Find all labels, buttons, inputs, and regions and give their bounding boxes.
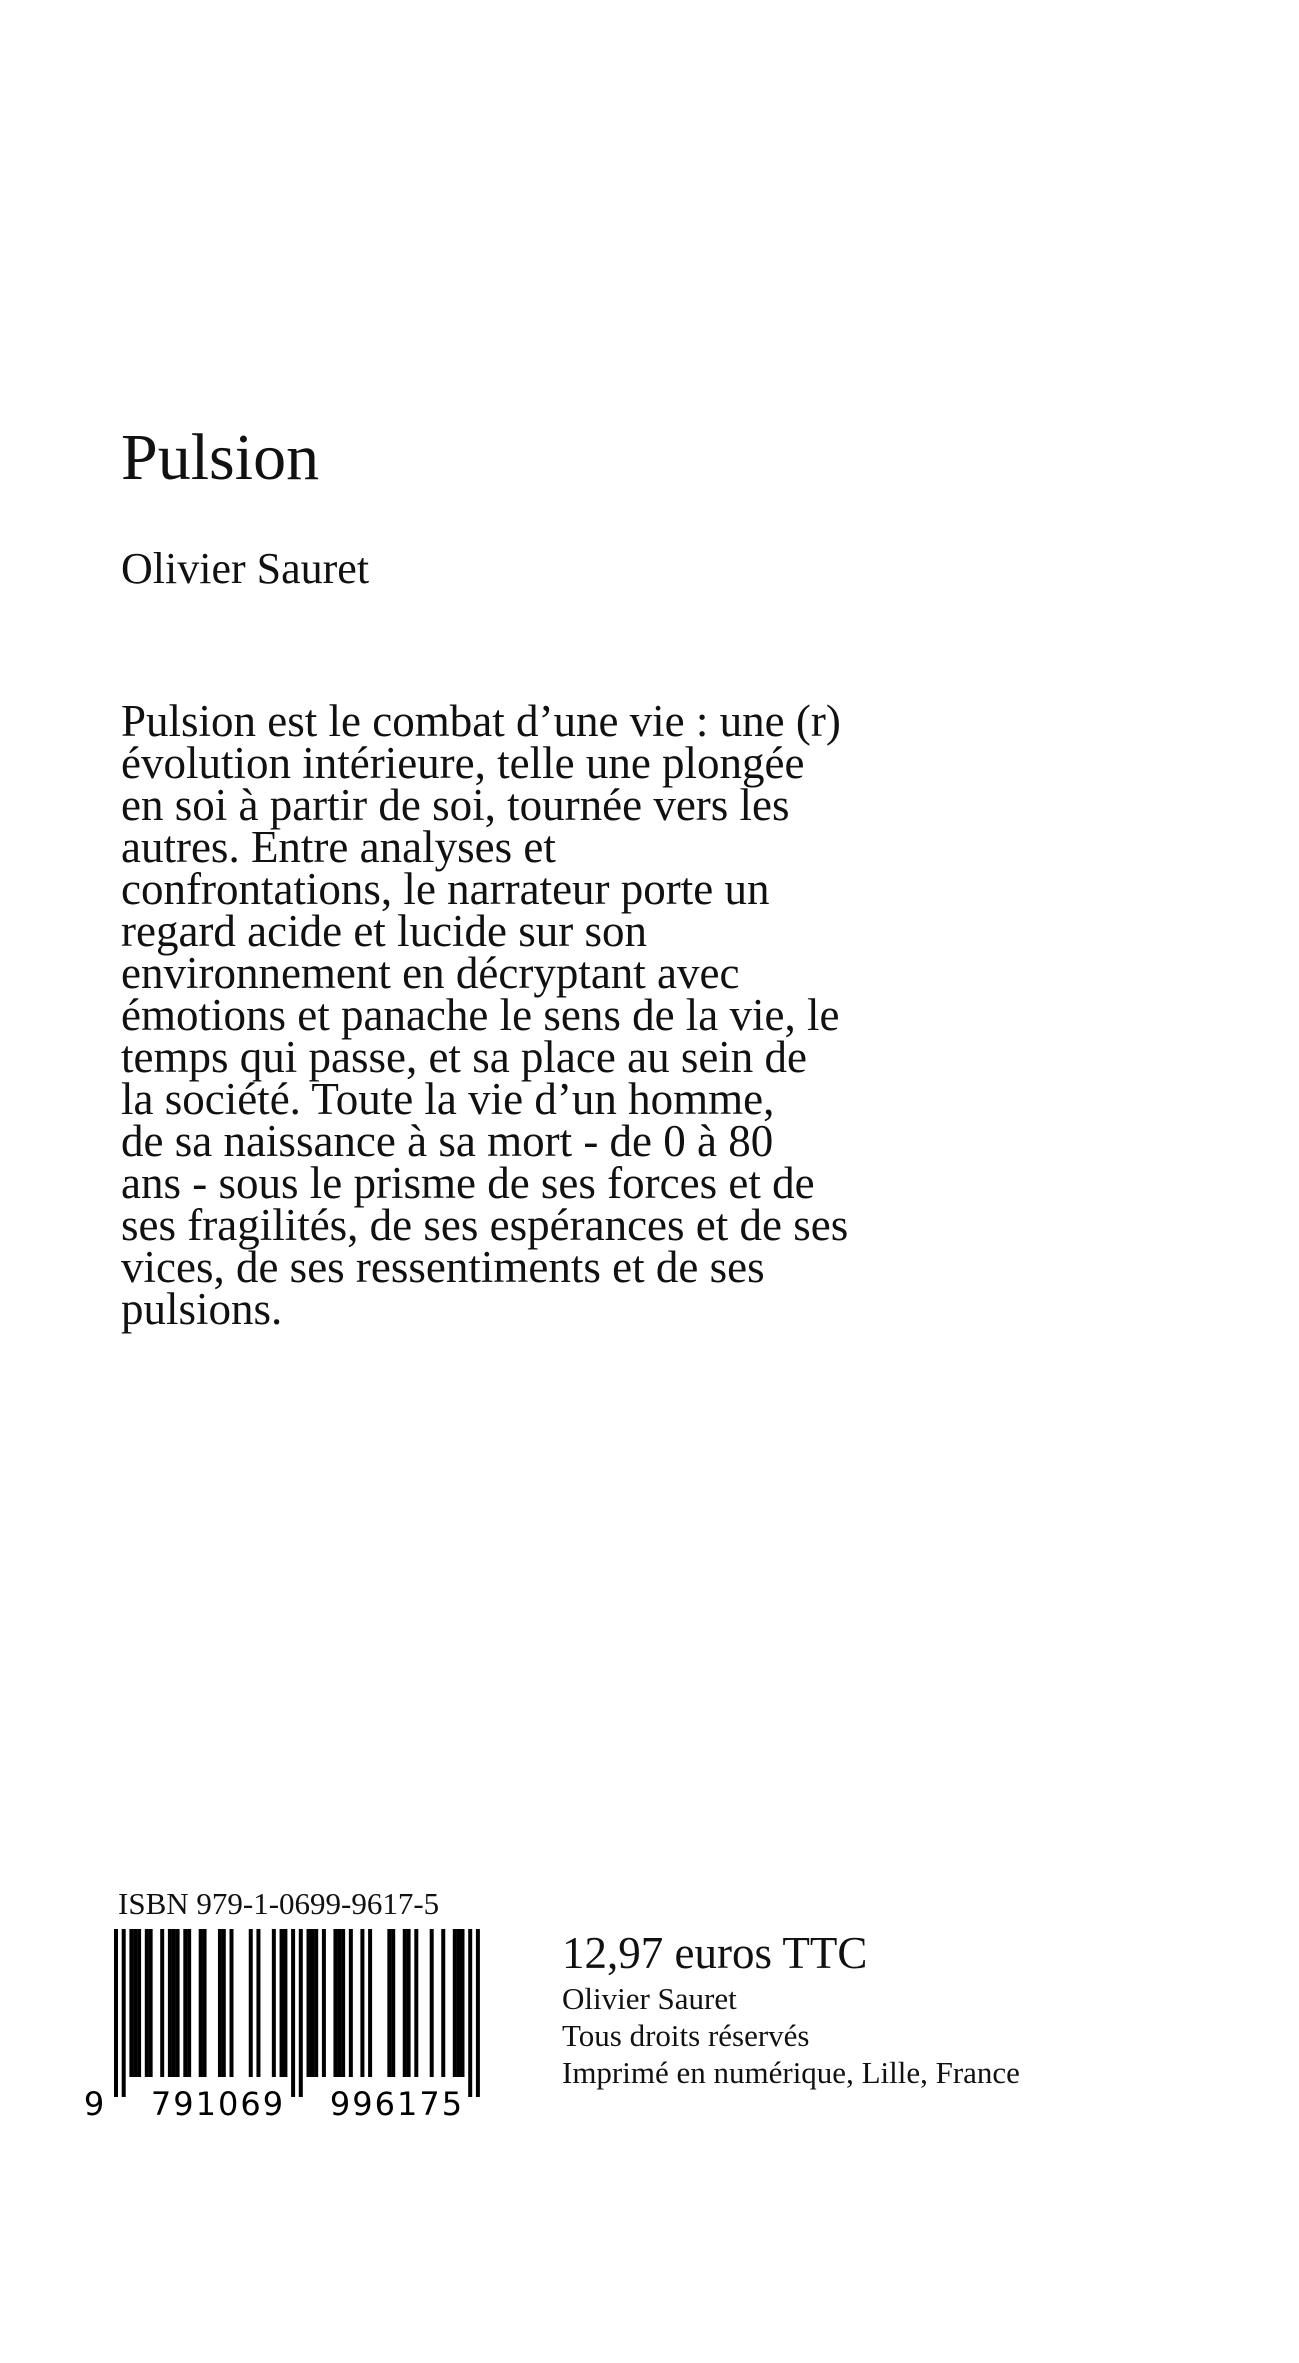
isbn-label: ISBN 979-1-0699-9617-5 <box>118 1886 440 1921</box>
barcode-bar <box>461 1929 465 2077</box>
blurb-line: temps qui passe, et sa place au sein de <box>121 1032 808 1082</box>
barcode-left-digits: 791069 <box>150 2085 286 2123</box>
barcode-guard-bar <box>299 1929 303 2097</box>
barcode-bar <box>187 1929 191 2077</box>
barcode-bar <box>256 1929 260 2077</box>
barcode-bar <box>391 1929 395 2077</box>
barcode-right-digits: 996175 <box>329 2085 465 2123</box>
barcode-bar <box>129 1929 133 2077</box>
blurb-line: pulsions. <box>121 1284 283 1334</box>
barcode-bar <box>360 1929 364 2077</box>
barcode-bar <box>172 1929 176 2077</box>
barcode-bar <box>441 1929 445 2077</box>
barcode-bar <box>199 1929 203 2077</box>
blurb-line: évolution intérieure, telle une plongée <box>121 738 805 788</box>
barcode-first-digit: 9 <box>83 2085 105 2123</box>
barcode-bar <box>145 1929 149 2077</box>
blurb-line: vices, de ses ressentiments et de ses <box>121 1242 765 1292</box>
printing-notice: Imprimé en numérique, Lille, France <box>562 2055 1020 2090</box>
blurb-line: confrontations, le narrateur porte un <box>121 864 770 914</box>
barcode-bar <box>149 1929 153 2077</box>
blurb-line: la société. Toute la vie d’un homme, <box>121 1074 775 1124</box>
barcode-bar <box>403 1929 407 2077</box>
barcode-bar <box>368 1929 372 2077</box>
barcode-bar <box>183 1929 187 2077</box>
barcode-bar <box>387 1929 391 2077</box>
barcode-bar <box>349 1929 353 2077</box>
barcode-bar <box>218 1929 222 2077</box>
rights-notice: Tous droits réservés <box>562 2018 810 2053</box>
barcode-bar <box>430 1929 434 2077</box>
barcode-guard-bar <box>114 1929 118 2097</box>
barcode-bar <box>337 1929 341 2077</box>
barcode-bar <box>272 1929 276 2077</box>
barcode-bar <box>453 1929 457 2077</box>
barcode-bar <box>280 1929 284 2077</box>
blurb-line: émotions et panache le sens de la vie, le <box>121 990 840 1040</box>
barcode-bar <box>222 1929 226 2077</box>
barcode-bar <box>137 1929 141 2077</box>
isbn-barcode <box>80 1927 510 2123</box>
barcode-bar <box>283 1929 287 2077</box>
blurb-line: ses fragilités, de ses espérances et de ses <box>121 1200 849 1250</box>
barcode-bar <box>341 1929 345 2077</box>
barcode-bar <box>333 1929 337 2077</box>
barcode-bar <box>203 1929 207 2077</box>
barcode-bar <box>314 1929 318 2077</box>
blurb-line: de sa naissance à sa mort - de 0 à 80 <box>121 1116 774 1166</box>
barcode-bar <box>249 1929 253 2077</box>
publisher-name: Olivier Sauret <box>562 1981 737 2016</box>
barcode-bar <box>457 1929 461 2077</box>
barcode-bar <box>176 1929 180 2077</box>
book-author: Olivier Sauret <box>121 544 370 593</box>
barcode-bar <box>322 1929 326 2077</box>
barcode-bar <box>168 1929 172 2077</box>
blurb-line: ans - sous le prisme de ses forces et de <box>121 1158 815 1208</box>
barcode-bar <box>414 1929 418 2077</box>
barcode-bar <box>160 1929 164 2077</box>
barcode-bar <box>310 1929 314 2077</box>
back-cover-blurb <box>121 696 1001 1334</box>
barcode-guard-bar <box>476 1929 480 2097</box>
barcode-guard-bar <box>468 1929 472 2097</box>
barcode-bar <box>307 1929 311 2077</box>
blurb-line: Pulsion est le combat d’une vie : une (r) <box>121 696 841 746</box>
price: 12,97 euros TTC <box>562 1928 868 1978</box>
blurb-line: en soi à partir de soi, tournée vers les <box>121 780 790 830</box>
barcode-bar <box>133 1929 137 2077</box>
barcode-bar <box>230 1929 234 2077</box>
barcode-guard-bar <box>291 1929 295 2097</box>
book-title: Pulsion <box>121 421 320 494</box>
blurb-line: environnement en décryptant avec <box>121 948 740 998</box>
blurb-line: regard acide et lucide sur son <box>121 906 648 956</box>
barcode-guard-bar <box>122 1929 126 2097</box>
barcode-bar <box>407 1929 411 2077</box>
imprint-block <box>562 1926 1020 2091</box>
blurb-line: autres. Entre analyses et <box>121 822 556 872</box>
